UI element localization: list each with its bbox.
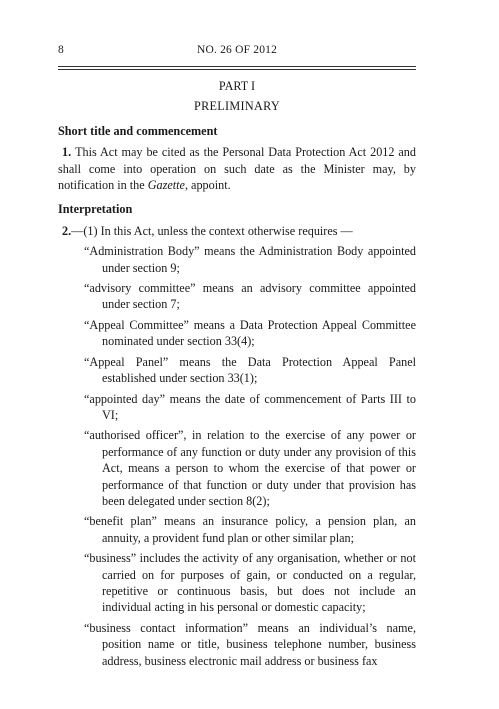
running-title: NO. 26 OF 2012: [196, 44, 278, 56]
section-2-number: 2.: [62, 223, 72, 238]
part-subtitle: PRELIMINARY: [194, 99, 280, 114]
section-2-heading: Interpretation: [58, 202, 133, 217]
definition-item: “authorised officer”, in relation to the exercise of any power or performance of any function or duty under any provision of this Act, means a person to whom the exercise of that power or performance of that function or duty under that provision has been delegated under section 8(2);: [84, 428, 416, 508]
definition-item: “Appeal Committee” means a Data Protection Appeal Committee nominated under section 33(4);: [84, 317, 416, 349]
document-body: [58, 78, 416, 673]
header-rule-top: [58, 66, 416, 67]
section-1-heading: Short title and commencement: [58, 123, 218, 138]
section-1-text-end: , appoint.: [184, 178, 231, 193]
gazette-italic: Gazette: [147, 178, 185, 193]
section-1-number: 1.: [62, 145, 72, 160]
header-rule-bottom: [58, 69, 416, 70]
part-title: PART I: [218, 79, 256, 93]
definitions-list: [84, 243, 416, 669]
definition-item: “business” includes the activity of any organisation, whether or not carried on for purposes of gain, or conducted on a regular, repetitive or continuous basis, but does not include an individual acting in his personal or domestic capacity;: [84, 551, 416, 615]
page-header: [58, 44, 416, 60]
section-2-intro-text: —(1) In this Act, unless the context otherwise requires —: [71, 223, 353, 238]
section-1-text: [58, 144, 416, 193]
definition-item: “appointed day” means the date of commencement of Parts III to VI;: [84, 391, 416, 422]
definition-item: “business contact information” means an individual’s name, position name or title, business telephone number, business address, business electronic mail address or business fax: [84, 620, 416, 668]
section-1-text-start: This Act may be cited as the Personal Data Protection Act 2012 and shall come into operation on such date as the Minister may, by notification in the: [58, 145, 416, 193]
definition-item: “advisory committee” means an advisory committee appointed under section 7;: [84, 281, 416, 312]
page-number: 8: [58, 44, 64, 56]
definition-item: “Administration Body” means the Administration Body appointed under section 9;: [84, 244, 416, 275]
section-2-intro: [58, 223, 416, 239]
definition-item: “benefit plan” means an insurance policy, a pension plan, an annuity, a provident fund plan or other similar plan;: [84, 514, 416, 545]
definition-item: “Appeal Panel” means the Data Protection Appeal Panel established under section 33(1);: [84, 354, 416, 386]
